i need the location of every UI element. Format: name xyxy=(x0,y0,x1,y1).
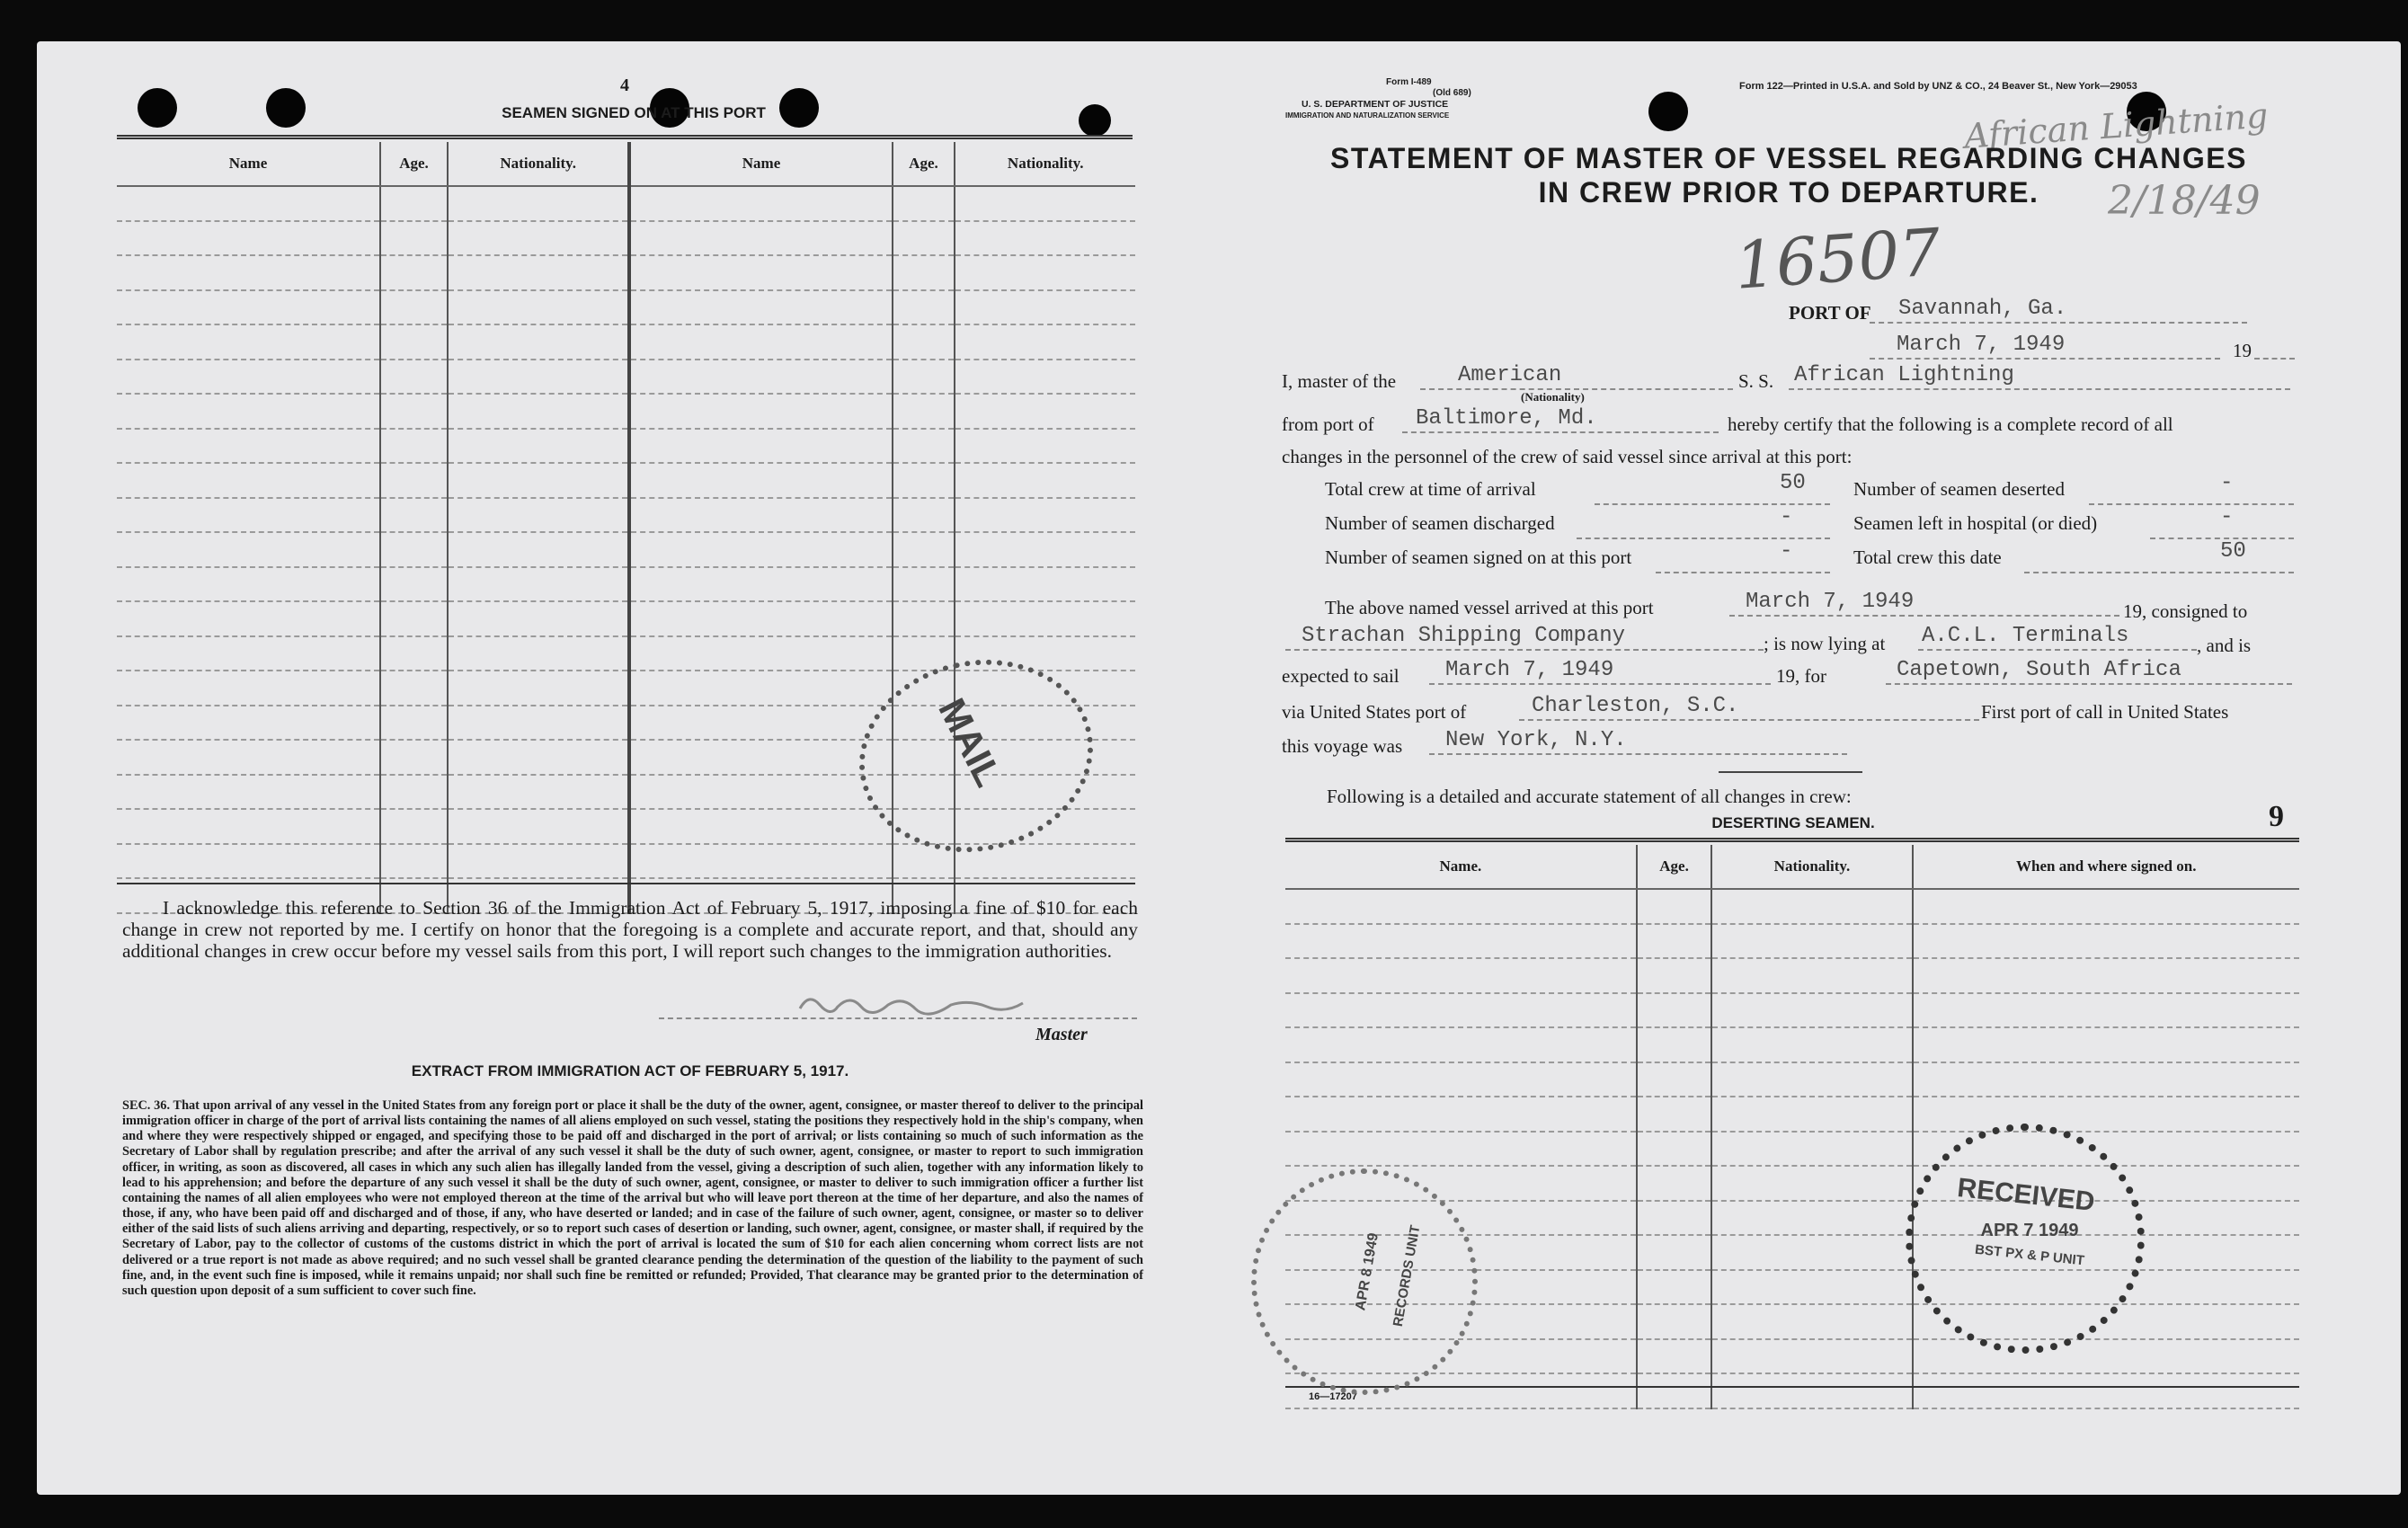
service: IMMIGRATION AND NATURALIZATION SERVICE xyxy=(1285,111,1450,120)
column-header: Age. xyxy=(380,142,448,186)
column-header: Name. xyxy=(1285,845,1637,889)
table-cell xyxy=(448,636,630,671)
year-line xyxy=(2254,358,2295,360)
table-cell xyxy=(1711,1270,1912,1305)
records-unit-stamp: APR 8 1949 RECORDS UNIT xyxy=(1251,1168,1478,1395)
table-row xyxy=(117,255,1135,290)
table-cell xyxy=(380,394,448,429)
first-port-value: New York, N.Y. xyxy=(1445,728,1627,752)
crew-count-label: Total crew at time of arrival xyxy=(1325,478,1536,500)
destination-value: Capetown, South Africa xyxy=(1897,658,2181,682)
column-header: Name xyxy=(117,142,380,186)
table-cell xyxy=(955,429,1135,464)
table-cell xyxy=(1637,1166,1712,1201)
divider xyxy=(117,135,1133,139)
punch-hole-icon xyxy=(266,88,306,128)
table-cell xyxy=(448,706,630,741)
ss-label: S. S. xyxy=(1738,370,1774,392)
table-cell xyxy=(629,394,892,429)
lying-at-value: A.C.L. Terminals xyxy=(1922,624,2129,648)
table-cell xyxy=(448,498,630,533)
handwritten-ship-name: African Lightning xyxy=(1962,95,2270,156)
column-header: Nationality. xyxy=(955,142,1135,186)
table-cell xyxy=(380,706,448,741)
table-cell xyxy=(448,844,630,879)
arrived-label: The above named vessel arrived at this port xyxy=(1325,597,1654,618)
table-row xyxy=(117,532,1135,567)
table-cell xyxy=(117,463,380,498)
table-cell xyxy=(629,290,892,325)
table-row xyxy=(117,463,1135,498)
table-row xyxy=(117,290,1135,325)
handwritten-date: 2/18/49 xyxy=(2108,178,2261,224)
table-cell xyxy=(1711,993,1912,1028)
from-port-value: Baltimore, Md. xyxy=(1416,406,1597,431)
table-cell xyxy=(448,394,630,429)
table-cell xyxy=(1913,993,2300,1028)
section-title: DESERTING SEAMEN. xyxy=(1711,814,1875,831)
table-cell xyxy=(448,324,630,360)
table-cell xyxy=(1711,958,1912,993)
table-cell xyxy=(629,844,892,879)
table-cell xyxy=(380,567,448,602)
table-cell xyxy=(629,255,892,290)
certify-text: hereby certify that the following is a complete record of all xyxy=(1728,413,2173,435)
table-cell xyxy=(893,394,955,429)
table-cell xyxy=(1637,958,1712,993)
table-cell xyxy=(117,394,380,429)
table-row xyxy=(1285,924,2299,959)
from-port-label: from port of xyxy=(1282,413,1374,435)
form-old-number: (Old 689) xyxy=(1433,88,1471,98)
nationality-caption: (Nationality) xyxy=(1521,390,1585,404)
from-port-line xyxy=(1402,431,1719,433)
page-number: 4 xyxy=(620,76,629,95)
table-cell xyxy=(629,809,892,844)
table-cell xyxy=(1913,924,2300,959)
table-cell xyxy=(380,324,448,360)
vessel-line xyxy=(1789,388,2290,390)
table-cell xyxy=(629,775,892,810)
table-cell xyxy=(448,532,630,567)
arrived-date: March 7, 1949 xyxy=(1746,590,1915,614)
table-cell xyxy=(380,532,448,567)
column-header: When and where signed on. xyxy=(1913,845,2300,889)
table-row xyxy=(117,498,1135,533)
table-cell xyxy=(1637,1062,1712,1097)
port-of-label: PORT OF xyxy=(1789,302,1871,324)
column-header: Name xyxy=(629,142,892,186)
punch-hole-icon xyxy=(138,88,177,128)
punch-hole-icon xyxy=(1079,104,1111,137)
divider xyxy=(117,883,1135,884)
printer-note: Form 122—Printed in U.S.A. and Sold by UNZ & CO., 24 Beaver St., New York—29053 xyxy=(1739,81,2137,92)
table-cell xyxy=(1711,1373,1912,1408)
table-cell xyxy=(629,636,892,671)
table-cell xyxy=(448,567,630,602)
sail-line xyxy=(1429,683,1771,685)
table-row xyxy=(1285,1062,2299,1097)
table-cell xyxy=(380,429,448,464)
crew-count-line xyxy=(1595,503,1830,505)
table-cell xyxy=(893,360,955,395)
crew-count-value: 50 xyxy=(2220,539,2246,564)
table-row xyxy=(117,394,1135,429)
signature-label: Master xyxy=(1035,1025,1088,1044)
table-cell xyxy=(1285,924,1637,959)
table-cell xyxy=(1913,1027,2300,1062)
table-cell xyxy=(117,324,380,360)
table-cell xyxy=(380,775,448,810)
lying-at-line xyxy=(1918,649,2197,651)
crew-count-value: - xyxy=(2220,471,2234,495)
consignee-line xyxy=(1285,649,1764,651)
table-cell xyxy=(117,844,380,879)
table-cell xyxy=(1285,889,1637,924)
table-cell xyxy=(629,463,892,498)
received-stamp: RECEIVED APR 7 1949 BST PX & P UNIT xyxy=(1906,1124,2145,1354)
table-cell xyxy=(448,463,630,498)
table-cell xyxy=(380,463,448,498)
nationality-value: American xyxy=(1458,363,1562,387)
port-of-value: Savannah, Ga. xyxy=(1898,297,2067,321)
table-cell xyxy=(380,636,448,671)
year-suffix: 19 xyxy=(2233,340,2252,361)
table-cell xyxy=(1913,1097,2300,1132)
table-cell xyxy=(448,671,630,706)
table-row xyxy=(117,601,1135,636)
table-cell xyxy=(380,290,448,325)
table-row xyxy=(1285,1027,2299,1062)
table-cell xyxy=(1711,1027,1912,1062)
footer-code: 16—17207 xyxy=(1309,1391,1357,1402)
table-cell xyxy=(1637,1304,1712,1339)
table-cell xyxy=(380,221,448,256)
table-cell xyxy=(1637,1339,1712,1374)
consignee-value: Strachan Shipping Company xyxy=(1302,624,1626,648)
punch-hole-icon xyxy=(1648,92,1688,131)
table-row xyxy=(1285,889,2299,924)
table-cell xyxy=(448,186,630,221)
table-cell xyxy=(893,463,955,498)
for-label: 19, for xyxy=(1776,665,1826,687)
table-cell xyxy=(380,601,448,636)
sail-label: expected to sail xyxy=(1282,665,1399,687)
table-cell xyxy=(117,706,380,741)
acknowledgement-text: I acknowledge this reference to Section 36 of the Immigration Act of February 5, 1917, imposing a fine of $10 for each change in crew not reported by me. I certify on honor that the foregoing is a complete and accurate report, and that, should any additional changes in crew occur before my vessel sails from this port, I will report such changes to the immigration authorities. xyxy=(122,897,1138,963)
table-cell xyxy=(629,429,892,464)
form-number: Form I-489 xyxy=(1386,77,1432,87)
section-title: SEAMEN SIGNED ON AT THIS PORT xyxy=(502,104,766,121)
table-cell xyxy=(1913,1373,2300,1408)
this-voyage-label: this voyage was xyxy=(1282,735,1403,757)
table-cell xyxy=(380,186,448,221)
table-cell xyxy=(1285,1097,1637,1132)
divider xyxy=(1285,838,2299,842)
changes-text: changes in the personnel of the crew of said vessel since arrival at this port: xyxy=(1282,446,1853,467)
via-value: Charleston, S.C. xyxy=(1532,694,1739,718)
table-cell xyxy=(380,740,448,775)
table-cell xyxy=(893,498,955,533)
table-cell xyxy=(448,429,630,464)
crew-count-label: Number of seamen discharged xyxy=(1325,512,1555,534)
sail-date: March 7, 1949 xyxy=(1445,658,1614,682)
table-cell xyxy=(893,567,955,602)
table-cell xyxy=(1637,1097,1712,1132)
table-cell xyxy=(629,706,892,741)
vessel-value: African Lightning xyxy=(1794,363,2014,387)
first-port-label: First port of call in United States xyxy=(1981,701,2229,723)
table-row xyxy=(117,221,1135,256)
table-cell xyxy=(1637,1132,1712,1167)
handwritten-file-number: 16507 xyxy=(1732,214,1943,304)
table-cell xyxy=(893,186,955,221)
table-cell xyxy=(893,324,955,360)
mail-stamp: MAIL xyxy=(841,638,1111,874)
crew-count-value: - xyxy=(2220,505,2234,529)
table-cell xyxy=(955,324,1135,360)
table-cell xyxy=(1711,1235,1912,1270)
table-cell xyxy=(1637,993,1712,1028)
master-signature xyxy=(791,989,1061,1019)
destination-line xyxy=(1886,683,2292,685)
crew-count-line xyxy=(2024,572,2294,573)
lying-label: ; is now lying at xyxy=(1764,633,1886,654)
table-cell xyxy=(1637,1373,1712,1408)
table-cell xyxy=(893,255,955,290)
table-cell xyxy=(1711,1201,1912,1236)
extract-title: EXTRACT FROM IMMIGRATION ACT OF FEBRUARY 5, 1917. xyxy=(411,1062,849,1079)
table-cell xyxy=(629,498,892,533)
table-cell xyxy=(1711,1304,1912,1339)
table-cell xyxy=(893,290,955,325)
table-cell xyxy=(955,290,1135,325)
table-cell xyxy=(1913,1062,2300,1097)
table-cell xyxy=(955,221,1135,256)
column-header: Age. xyxy=(1637,845,1712,889)
consigned-label: 19, consigned to xyxy=(2123,600,2248,622)
master-label: I, master of the xyxy=(1282,370,1397,392)
table-cell xyxy=(1637,1027,1712,1062)
table-cell xyxy=(380,809,448,844)
table-cell xyxy=(117,636,380,671)
table-row xyxy=(1285,958,2299,993)
crew-count-label: Number of seamen signed on at this port xyxy=(1325,546,1632,568)
table-cell xyxy=(1711,1339,1912,1374)
table-cell xyxy=(117,221,380,256)
table-cell xyxy=(117,532,380,567)
table-cell xyxy=(893,532,955,567)
table-cell xyxy=(955,567,1135,602)
table-cell xyxy=(117,567,380,602)
table-cell xyxy=(380,671,448,706)
table-cell xyxy=(117,186,380,221)
table-cell xyxy=(629,567,892,602)
table-cell xyxy=(955,498,1135,533)
crew-count-value: 50 xyxy=(1780,471,1806,495)
table-row xyxy=(117,324,1135,360)
table-cell xyxy=(117,498,380,533)
table-cell xyxy=(117,809,380,844)
table-row xyxy=(117,429,1135,464)
table-cell xyxy=(380,844,448,879)
table-cell xyxy=(448,221,630,256)
table-cell xyxy=(1285,1062,1637,1097)
table-row xyxy=(1285,993,2299,1028)
table-cell xyxy=(1637,1201,1712,1236)
table-row xyxy=(1285,1097,2299,1132)
table-cell xyxy=(629,324,892,360)
table-cell xyxy=(448,290,630,325)
table-cell xyxy=(117,601,380,636)
crew-count-line xyxy=(1656,572,1830,573)
date-line xyxy=(1870,358,2220,360)
table-cell xyxy=(1711,1097,1912,1132)
table-cell xyxy=(448,601,630,636)
table-cell xyxy=(1711,889,1912,924)
table-cell xyxy=(448,809,630,844)
port-of-line xyxy=(1870,322,2247,324)
table-row xyxy=(117,567,1135,602)
table-cell xyxy=(448,740,630,775)
table-cell xyxy=(629,671,892,706)
table-cell xyxy=(448,255,630,290)
date-value: March 7, 1949 xyxy=(1897,333,2066,357)
column-header: Age. xyxy=(893,142,955,186)
table-cell xyxy=(893,221,955,256)
department: U. S. DEPARTMENT OF JUSTICE xyxy=(1302,99,1449,110)
table-cell xyxy=(955,601,1135,636)
table-cell xyxy=(629,360,892,395)
table-cell xyxy=(117,429,380,464)
table-cell xyxy=(955,532,1135,567)
table-cell xyxy=(1285,993,1637,1028)
crew-count-label: Seamen left in hospital (or died) xyxy=(1853,512,2098,534)
table-cell xyxy=(380,255,448,290)
crew-count-value: - xyxy=(1780,505,1793,529)
table-cell xyxy=(955,255,1135,290)
column-header: Nationality. xyxy=(1711,845,1912,889)
table-cell xyxy=(380,498,448,533)
table-cell xyxy=(1637,1235,1712,1270)
table-cell xyxy=(1711,1132,1912,1167)
table-cell xyxy=(629,186,892,221)
table-cell xyxy=(893,429,955,464)
table-cell xyxy=(380,360,448,395)
column-header: Nationality. xyxy=(448,142,630,186)
divider xyxy=(1719,771,1862,773)
table-cell xyxy=(955,360,1135,395)
form-title-line2: IN CREW PRIOR TO DEPARTURE. xyxy=(1538,176,2039,209)
table-row xyxy=(117,360,1135,395)
table-cell xyxy=(117,360,380,395)
table-cell xyxy=(1637,889,1712,924)
extract-text: SEC. 36. That upon arrival of any vessel in the United States from any foreign port or place it shall be the duty of the owner, agent, consignee, or master thereof to deliver to the principal immigration officer in charge of the port of arrival lists containing the names of all aliens employed on such vessel, stating the positions they respectively hold in the ship's company, when and where they were respectively shipped or engaged, and specifying those to be paid off and discharged in the port of arrival; or lists containing so much of such information as the Secretary of Labor shall by regulation prescribe; and after the arrival of any such vessel it shall be the duty of such owner, agent, consignee, or master to report to such immigration officer, in writing, as soon as discovered, all cases in which any such alien has illegally landed from the vessel, giving a description of such alien, together with any information likely to lead to his apprehension; and before the departure of any such vessel it shall be the duty of such owner, agent, consignee, or master to deliver to such immigration officer a further list containing the names of all alien employees who were not employed thereon at the time of the arrival but who will leave port thereon at the time of her departure, and also the names of those, if any, who have been paid off and discharged and of those, if any, who have deserted or landed; and in case of the failure of such owner, agent, consignee, or master so to deliver either of the said lists of such aliens arriving and departing, respectively, or so to report such cases of desertion or landing, such owner, agent, consignee, or master shall, if required by the Secretary of Labor, pay to the collector of customs of the customs district in which the port of arrival is located the sum of $10 for each alien concerning whom correct lists are not delivered or a true report is not made as above required; and no such vessel shall be granted clearance pending the determination of the question of the liability to the payment of such fine, and, in the event such fine is imposed, while it remains unpaid; nor shall such fine be remitted or refunded; Provided, That clearance may be granted prior to the determination of such question upon deposit of a sum sufficient to cover such fine. xyxy=(122,1098,1143,1298)
table-cell xyxy=(955,394,1135,429)
table-row xyxy=(1285,1132,2299,1167)
via-label: via United States port of xyxy=(1282,701,1467,723)
via-line xyxy=(1519,719,1979,721)
table-cell xyxy=(629,740,892,775)
form-title-line1: STATEMENT OF MASTER OF VESSEL REGARDING CHANGES xyxy=(1330,142,2247,174)
crew-count-line xyxy=(1577,537,1830,539)
table-cell xyxy=(955,463,1135,498)
table-cell xyxy=(1285,1027,1637,1062)
table-cell xyxy=(1913,889,2300,924)
table-cell xyxy=(117,740,380,775)
table-cell xyxy=(448,775,630,810)
page-number: 9 xyxy=(2269,800,2284,833)
table-cell xyxy=(893,601,955,636)
table-cell xyxy=(1285,1132,1637,1167)
table-row xyxy=(1285,1373,2299,1408)
table-cell xyxy=(117,671,380,706)
following-text: Following is a detailed and accurate statement of all changes in crew: xyxy=(1327,786,1852,807)
table-cell xyxy=(629,601,892,636)
table-row xyxy=(117,186,1135,221)
table-cell xyxy=(117,255,380,290)
table-cell xyxy=(1637,924,1712,959)
table-cell xyxy=(117,775,380,810)
table-cell xyxy=(955,186,1135,221)
table-cell xyxy=(448,360,630,395)
table-cell xyxy=(1711,924,1912,959)
crew-count-line xyxy=(2150,537,2294,539)
crew-count-label: Total crew this date xyxy=(1853,546,2002,568)
table-cell xyxy=(629,221,892,256)
table-cell xyxy=(1913,958,2300,993)
crew-count-label: Number of seamen deserted xyxy=(1853,478,2065,500)
arrived-line xyxy=(1729,615,2119,617)
table-cell xyxy=(1711,1166,1912,1201)
crew-count-value: - xyxy=(1780,539,1793,564)
table-cell xyxy=(1913,1339,2300,1374)
table-cell xyxy=(117,290,380,325)
table-cell xyxy=(1637,1270,1712,1305)
crew-count-line xyxy=(2089,503,2294,505)
table-cell xyxy=(629,532,892,567)
and-is-text: , and is xyxy=(2197,635,2252,656)
table-cell xyxy=(1711,1062,1912,1097)
first-port-line xyxy=(1429,753,1847,755)
divider xyxy=(1285,1386,2299,1388)
table-cell xyxy=(1285,958,1637,993)
